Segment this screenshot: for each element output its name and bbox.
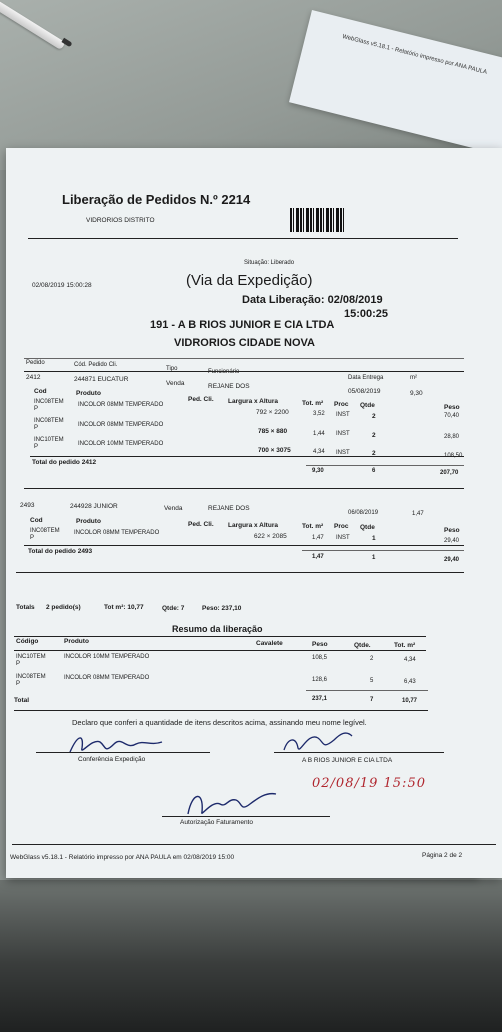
- signature-client: [278, 726, 368, 760]
- col-peso: Peso: [444, 527, 460, 534]
- divider: [306, 465, 464, 466]
- print-datetime: 02/08/2019 15:00:28: [32, 282, 92, 289]
- item-code-suffix: P: [34, 444, 39, 450]
- order-delivery-date: 06/08/2019: [348, 510, 379, 516]
- footer-page-number: Página 2 de 2: [422, 852, 463, 859]
- summary-code: INC08TEM: [16, 674, 46, 680]
- item-process: INST: [336, 450, 350, 456]
- order-total-qty: 6: [372, 468, 376, 474]
- summary-m2: 6,43: [404, 679, 416, 685]
- order-client-code: 244928 JUNIOR: [70, 503, 118, 510]
- client-name: 191 - A B RIOS JUNIOR E CIA LTDA: [150, 319, 335, 331]
- col-cavalete: Cavalete: [256, 640, 283, 647]
- col-cod: Cod: [34, 388, 47, 395]
- item-total-m2: 1,44: [313, 431, 325, 437]
- item-code: INC08TEM: [34, 418, 64, 424]
- divider: [30, 456, 464, 457]
- col-peso: Peso: [444, 404, 460, 411]
- summary-code: INC10TEM: [16, 654, 46, 660]
- col-data-entrega: Data Entrega: [348, 375, 384, 381]
- item-quantity: 1: [372, 535, 376, 542]
- col-tipo: Tipo: [166, 366, 178, 372]
- summary-code-suffix: P: [16, 661, 21, 667]
- item-product: INCOLOR 08MM TEMPERADO: [78, 422, 164, 428]
- col-cod-cli: Cód. Pedido Cli.: [74, 362, 118, 368]
- col-proc: Proc: [334, 523, 349, 530]
- summary-qty: 5: [370, 678, 374, 684]
- order-delivery-date: 05/08/2019: [348, 388, 381, 395]
- signature-label-client: A B RIOS JUNIOR E CIA LTDA: [302, 757, 393, 764]
- col-qtde: Qtde.: [354, 642, 371, 649]
- divider: [16, 572, 464, 573]
- summary-total-weight: 237,1: [312, 696, 328, 702]
- divider: [14, 636, 426, 637]
- release-time: 15:00:25: [344, 308, 389, 320]
- item-weight: 28,80: [444, 434, 460, 440]
- order-m2: 9,30: [410, 390, 423, 397]
- signature-label-authorization: Autorização Faturamento: [180, 819, 253, 826]
- col-ped-cli: Ped. Cli.: [188, 396, 214, 403]
- col-qtde: Qtde: [360, 524, 375, 531]
- col-produto: Produto: [76, 390, 101, 397]
- order-total-label: Total do pedido 2493: [28, 548, 93, 555]
- divider: [302, 550, 464, 551]
- order-employee: REJANE DOS: [208, 383, 250, 390]
- doc-title: Liberação de Pedidos N.º 2214: [62, 192, 251, 207]
- item-total-m2: 3,52: [313, 411, 325, 417]
- order-type: Venda: [166, 380, 185, 387]
- handwritten-date: 02/08/19 15:50: [312, 776, 426, 791]
- order-total-label: Total do pedido 2412: [32, 459, 97, 466]
- item-process: INST: [336, 535, 350, 541]
- col-proc: Proc: [334, 401, 349, 408]
- col-tot-m2: Tot. m²: [394, 642, 416, 649]
- divider: [28, 238, 458, 239]
- summary-product: INCOLOR 10MM TEMPERADO: [64, 654, 150, 660]
- item-code-suffix: P: [34, 406, 39, 412]
- item-code: INC10TEM: [34, 437, 64, 443]
- summary-product: INCOLOR 08MM TEMPERADO: [64, 675, 150, 681]
- release-document: [6, 148, 502, 878]
- item-weight: 29,40: [444, 538, 460, 544]
- order-total-weight: 29,40: [444, 557, 460, 563]
- barcode: [290, 208, 344, 232]
- summary-weight: 108,5: [312, 655, 328, 661]
- col-pedido: Pedido: [26, 360, 45, 366]
- company-name: VIDRORIOS DISTRITO: [86, 217, 155, 224]
- col-produto: Produto: [64, 638, 89, 645]
- item-product: INCOLOR 08MM TEMPERADO: [78, 402, 164, 408]
- order-total-qty: 1: [372, 555, 376, 561]
- item-total-m2: 1,47: [312, 535, 324, 541]
- status: Situação: Liberado: [244, 260, 295, 266]
- col-largura-altura: Largura x Altura: [228, 398, 278, 405]
- divider: [12, 844, 496, 845]
- item-total-m2: 4,34: [313, 449, 325, 455]
- item-code: INC08TEM: [30, 528, 60, 534]
- signature-line: [162, 816, 330, 817]
- desk-edge: [0, 880, 502, 1032]
- release-date: Data Liberação: 02/08/2019: [242, 294, 383, 306]
- summary-m2: 4,34: [404, 657, 416, 663]
- totals-qty: Qtde: 7: [162, 605, 185, 612]
- item-product: INCOLOR 10MM TEMPERADO: [78, 441, 164, 447]
- item-weight: 70,40: [444, 413, 460, 419]
- totals-m2: Tot m²: 10,77: [104, 604, 144, 611]
- col-funcionario: Funcionário: [208, 369, 240, 375]
- item-code-suffix: P: [30, 535, 35, 541]
- divider: [14, 650, 426, 651]
- order-number: 2412: [26, 374, 41, 381]
- divider: [14, 710, 428, 711]
- order-m2: 1,47: [412, 511, 424, 517]
- summary-total-qty: 7: [370, 697, 374, 703]
- item-weight: 108,50: [444, 453, 463, 459]
- summary-total-m2: 10,77: [402, 698, 418, 704]
- item-quantity: 2: [372, 432, 376, 439]
- col-largura-altura: Largura x Altura: [228, 522, 278, 529]
- divider: [24, 545, 464, 546]
- footer-report-info: WebGlass v5.18.1 - Relatório impresso por ANA PAULA em 02/08/2019 15:00: [10, 854, 235, 861]
- summary-code-suffix: P: [16, 681, 21, 687]
- signature-line: [36, 752, 210, 753]
- declaration-text: Declaro que conferi a quantidade de itens descritos acima, assinando meu nome legível.: [72, 718, 367, 727]
- item-quantity: 2: [372, 413, 376, 420]
- totals-label: Totals: [16, 604, 35, 611]
- item-dimensions: 792 × 2200: [256, 409, 289, 416]
- item-code: INC08TEM: [34, 399, 64, 405]
- order-client-code: 244871 EUCATUR: [74, 376, 129, 383]
- signature-line: [274, 752, 444, 753]
- col-qtde: Qtde: [360, 402, 375, 409]
- col-tot-m2: Tot. m²: [302, 400, 324, 407]
- col-tot-m2: Tot. m²: [302, 523, 324, 530]
- col-produto: Produto: [76, 518, 101, 525]
- item-quantity: 2: [372, 450, 376, 457]
- divider: [24, 358, 464, 359]
- order-total-m2: 1,47: [312, 554, 324, 560]
- col-codigo: Código: [16, 638, 39, 645]
- order-number: 2493: [20, 502, 35, 509]
- item-dimensions: 785 × 880: [258, 428, 288, 435]
- totals-weight: Peso: 237,10: [202, 605, 242, 612]
- order-total-weight: 207,70: [440, 470, 459, 476]
- summary-qty: 2: [370, 656, 374, 662]
- col-m2: m²: [410, 375, 417, 381]
- client-store: VIDRORIOS CIDADE NOVA: [174, 337, 315, 349]
- order-employee: REJANE DOS: [208, 505, 250, 512]
- col-ped-cli: Ped. Cli.: [188, 521, 214, 528]
- col-cod: Cod: [30, 517, 43, 524]
- copy-type: (Via da Expedição): [186, 272, 313, 289]
- background-sheet-footer: WebGlass v5.18.1 - Relatório impresso por ANA PAULA: [341, 34, 488, 76]
- item-code-suffix: P: [34, 425, 39, 431]
- divider: [24, 371, 464, 372]
- divider: [24, 488, 464, 489]
- summary-title: Resumo da liberação: [172, 624, 263, 634]
- order-type: Venda: [164, 505, 183, 512]
- signature-label-expedition: Conferência Expedição: [78, 756, 146, 763]
- divider: [306, 690, 428, 691]
- item-product: INCOLOR 08MM TEMPERADO: [74, 530, 160, 536]
- item-dimensions: 700 × 3075: [258, 447, 291, 454]
- item-process: INST: [336, 412, 350, 418]
- summary-weight: 128,6: [312, 677, 328, 683]
- order-total-m2: 9,30: [312, 468, 324, 474]
- col-peso: Peso: [312, 641, 328, 648]
- totals-orders: 2 pedido(s): [46, 604, 81, 611]
- item-dimensions: 622 × 2085: [254, 533, 287, 540]
- item-process: INST: [336, 431, 350, 437]
- summary-total-label: Total: [14, 697, 30, 704]
